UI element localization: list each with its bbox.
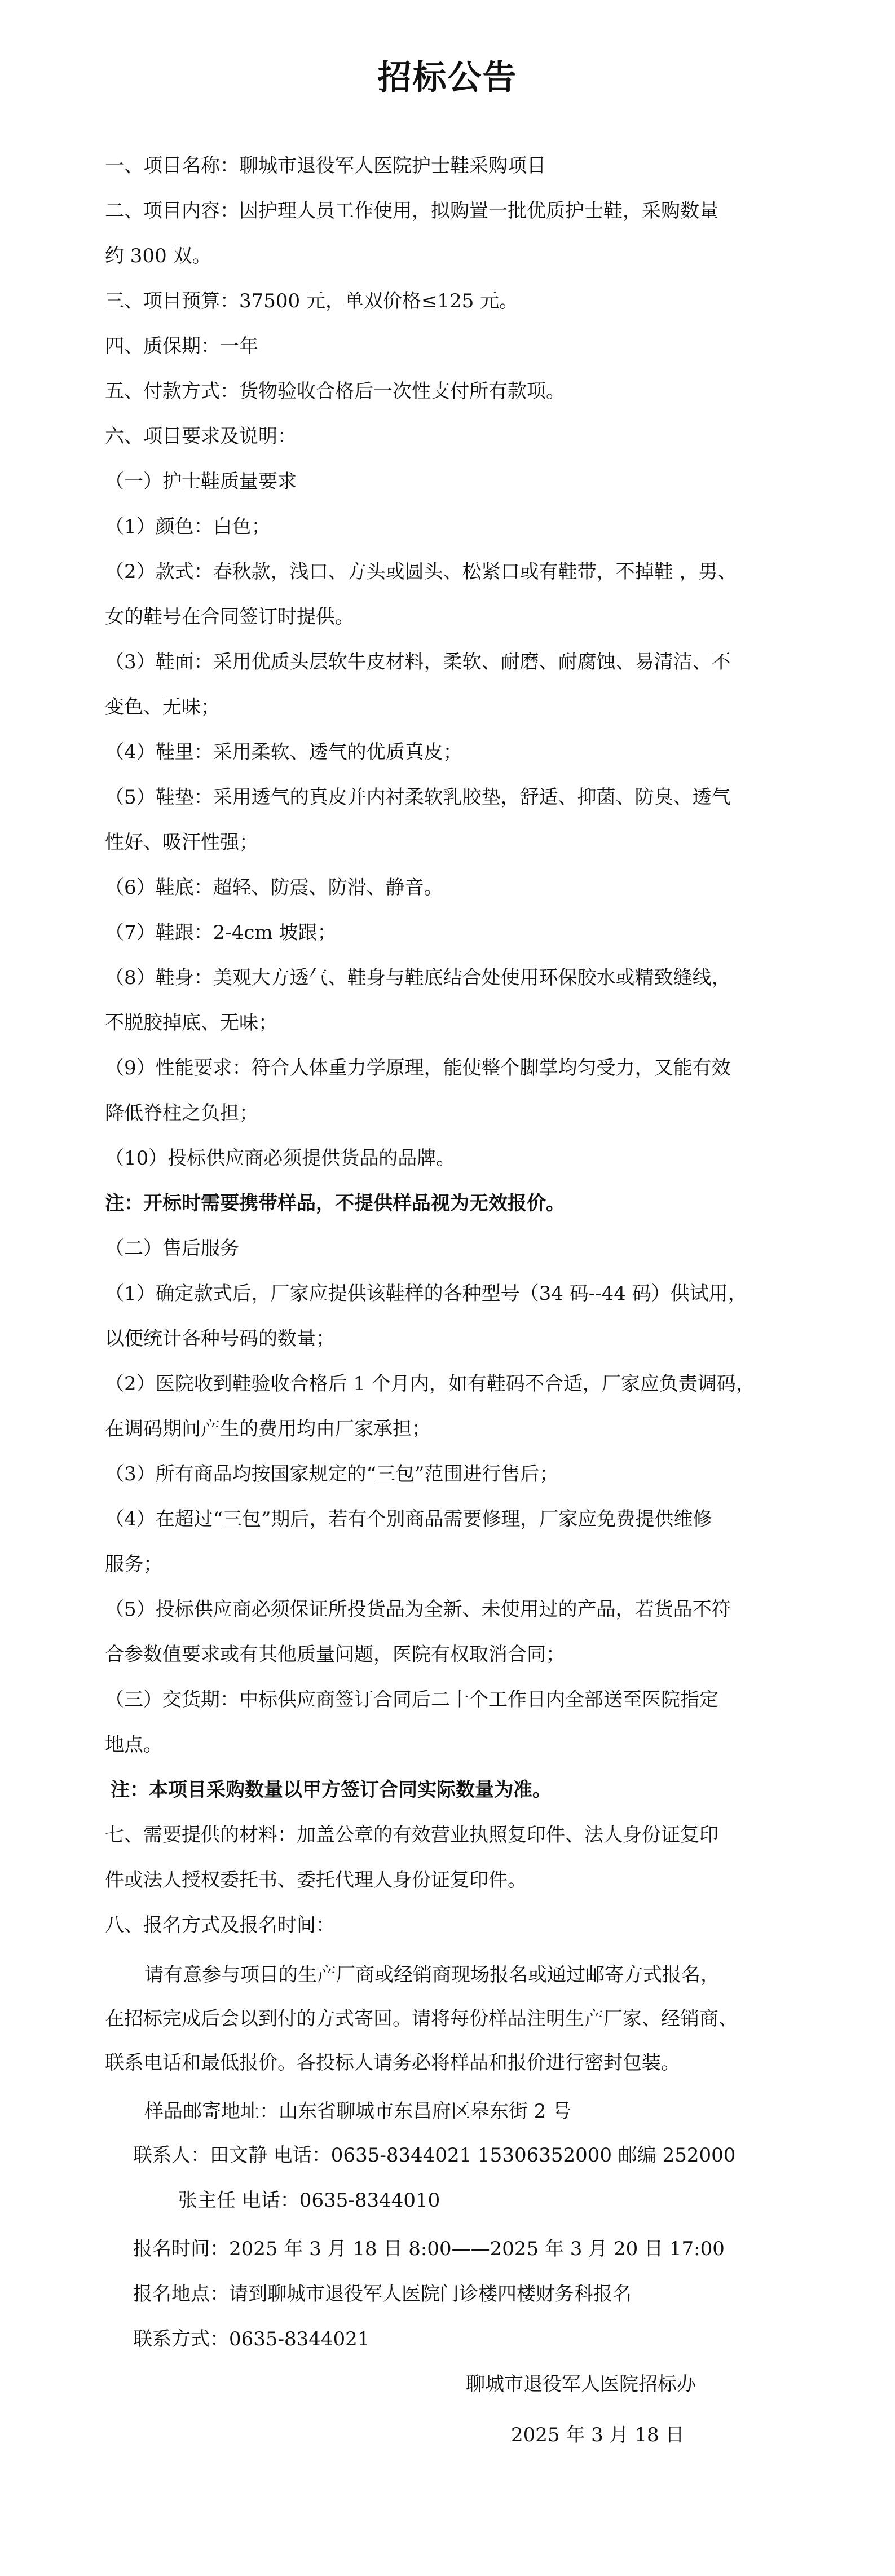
note-samples: 注：开标时需要携带样品，不提供样品视为无效报价。 — [105, 1192, 565, 1215]
item-project-content-cont: 约 300 双。 — [105, 245, 211, 267]
req-upper: （3）鞋面：采用优质头层软牛皮材料，柔软、耐磨、耐腐蚀、易清洁、不 — [105, 651, 731, 673]
section-service-heading: （二）售后服务 — [105, 1237, 239, 1260]
contact-method: 联系方式：0635-8344021 — [133, 2328, 370, 2350]
req-performance: （9）性能要求：符合人体重力学原理，能使整个脚掌均匀受力，又能有效 — [105, 1057, 731, 1079]
registration-paragraph-1: 请有意参与项目的生产厂商或经销商现场报名或通过邮寄方式报名， — [144, 1964, 720, 1986]
req-upper-cont: 变色、无味； — [105, 696, 220, 718]
item-project-content: 二、项目内容：因护理人员工作使用，拟购置一批优质护士鞋，采购数量 — [105, 200, 718, 222]
service-three-guarantees: （3）所有商品均按国家规定的“三包”范围进行售后； — [105, 1463, 559, 1485]
registration-time: 报名时间：2025 年 3 月 18 日 8:00——2025 年 3 月 20 日 17:00 — [133, 2238, 725, 2260]
section-delivery: （三）交货期：中标供应商签订合同后二十个工作日内全部送至医院指定 — [105, 1688, 718, 1711]
issuer-organization: 聊城市退役军人医院招标办 — [466, 2373, 696, 2396]
issue-date: 2025 年 3 月 18 日 — [511, 2424, 685, 2446]
registration-paragraph-2: 在招标完成后会以到付的方式寄回。请将每份样品注明生产厂家、经销商、 — [105, 2008, 738, 2030]
note-quantity: 注：本项目采购数量以甲方签订合同实际数量为准。 — [111, 1779, 552, 1801]
req-style-cont: 女的鞋号在合同签订时提供。 — [105, 606, 354, 628]
item-materials: 七、需要提供的材料：加盖公章的有效营业执照复印件、法人身份证复印 — [105, 1824, 718, 1846]
item-registration-heading: 八、报名方式及报名时间： — [105, 1914, 335, 1937]
req-insole-cont: 性好、吸汗性强； — [105, 831, 258, 854]
service-repair-cont: 服务； — [105, 1553, 162, 1576]
req-lining: （4）鞋里：采用柔软、透气的优质真皮； — [105, 741, 462, 764]
service-exchange-cont: 在调码期间产生的费用均由厂家承担； — [105, 1418, 431, 1440]
service-sizes-cont: 以便统计各种号码的数量； — [105, 1327, 335, 1350]
registration-location: 报名地点：请到聊城市退役军人医院门诊楼四楼财务科报名 — [133, 2283, 632, 2305]
service-sizes: （1）确定款式后，厂家应提供该鞋样的各种型号（34 码--44 码）供试用， — [105, 1282, 747, 1305]
service-exchange: （2）医院收到鞋验收合格后 1 个月内，如有鞋码不合适，厂家应负责调码， — [105, 1373, 755, 1395]
req-sole: （6）鞋底：超轻、防震、防滑、静音。 — [105, 876, 443, 899]
item-materials-cont: 件或法人授权委托书、委托代理人身份证复印件。 — [105, 1869, 527, 1891]
req-body-cont: 不脱胶掉底、无味； — [105, 1012, 277, 1034]
req-insole: （5）鞋垫：采用透气的真皮并内衬柔软乳胶垫，舒适、抑菌、防臭、透气 — [105, 786, 731, 809]
contact-person-secondary: 张主任 电话：0635-8344010 — [178, 2189, 440, 2212]
section-quality-heading: （一）护士鞋质量要求 — [105, 470, 297, 493]
req-heel: （7）鞋跟：2-4cm 坡跟； — [105, 921, 337, 944]
req-brand: （10）投标供应商必须提供货品的品牌。 — [105, 1147, 456, 1170]
sample-mailing-address: 样品邮寄地址：山东省聊城市东昌府区皋东街 2 号 — [144, 2100, 572, 2123]
section-delivery-cont: 地点。 — [105, 1733, 162, 1756]
item-budget: 三、项目预算：37500 元，单双价格≤125 元。 — [105, 290, 519, 312]
item-warranty: 四、质保期：一年 — [105, 335, 258, 358]
service-repair: （4）在超过“三包”期后，若有个别商品需要修理，厂家应免费提供维修 — [105, 1508, 712, 1530]
req-style: （2）款式：春秋款，浅口、方头或圆头、松紧口或有鞋带，不掉鞋 ，男、 — [105, 561, 737, 583]
page-title: 招标公告 — [377, 58, 518, 98]
req-performance-cont: 降低脊柱之负担； — [105, 1102, 258, 1124]
item-requirements-heading: 六、项目要求及说明： — [105, 425, 297, 448]
contact-person-primary: 联系人：田文静 电话：0635-8344021 15306352000 邮编 252000 — [133, 2144, 736, 2167]
req-body: （8）鞋身：美观大方透气、鞋身与鞋底结合处使用环保胶水或精致缝线， — [105, 967, 731, 989]
item-payment: 五、付款方式：货物验收合格后一次性支付所有款项。 — [105, 380, 565, 403]
registration-paragraph-3: 联系电话和最低报价。各投标人请务必将样品和报价进行密封包装。 — [105, 2052, 680, 2074]
service-new-products-cont: 合参数值要求或有其他质量问题，医院有权取消合同； — [105, 1643, 565, 1666]
item-project-name: 一、项目名称：聊城市退役军人医院护士鞋采购项目 — [105, 155, 546, 177]
service-new-products: （5）投标供应商必须保证所投货品为全新、未使用过的产品，若货品不符 — [105, 1598, 731, 1621]
req-color: （1）颜色：白色； — [105, 515, 271, 538]
